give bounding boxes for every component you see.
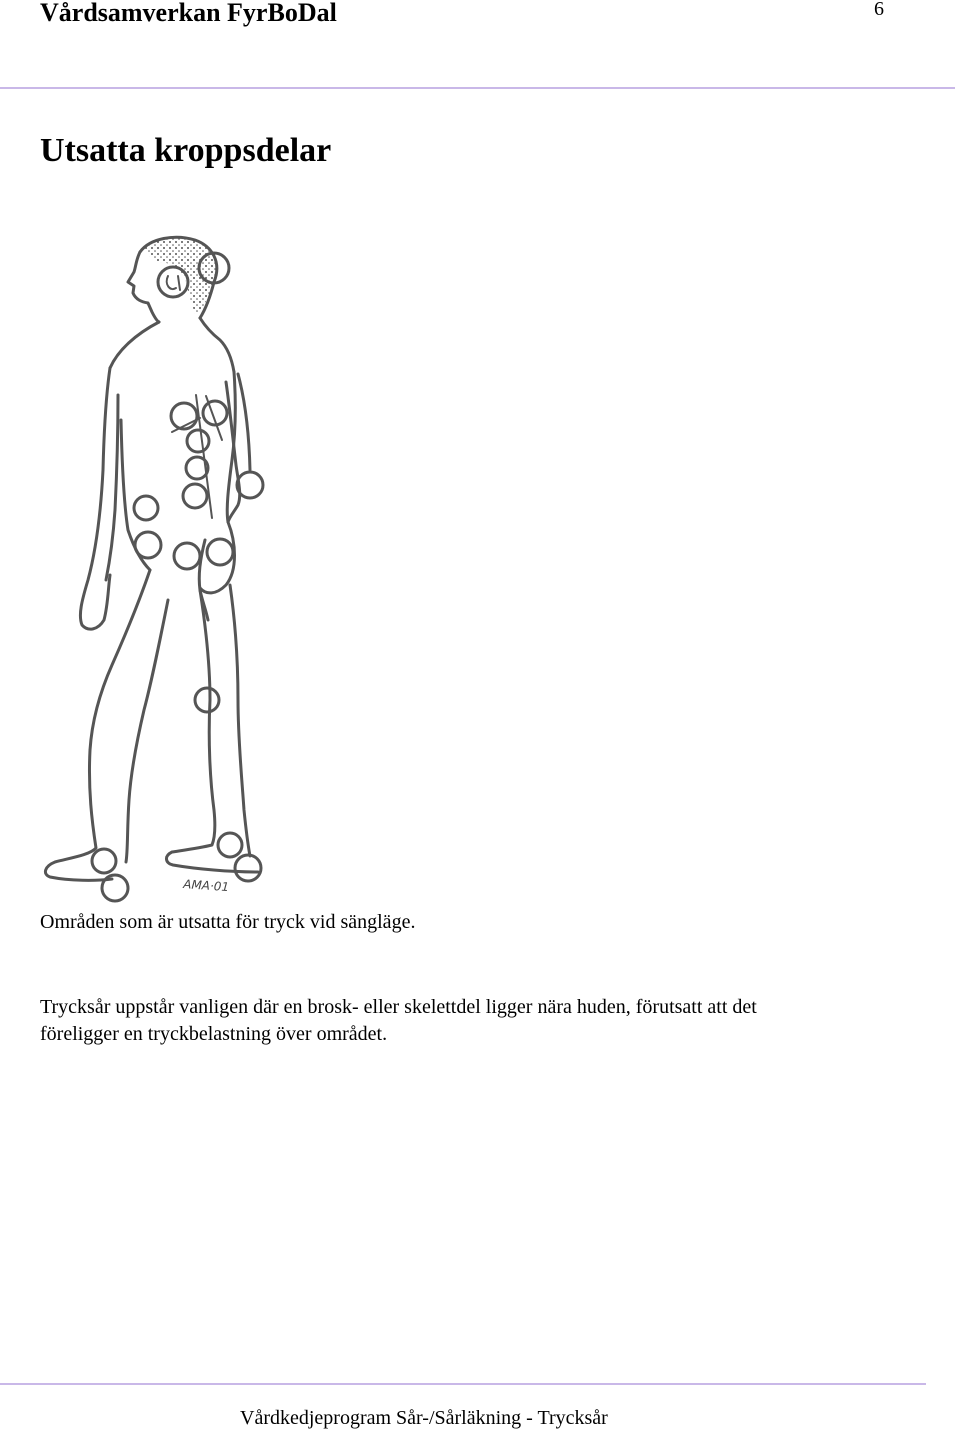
pressure-point-heel-front-lower [102, 875, 128, 901]
pressure-point-heel-back [235, 855, 261, 881]
pressure-point-ankle-back [218, 833, 242, 857]
back-leg-back [230, 585, 250, 856]
pressure-point-sacrum-left [174, 543, 200, 569]
paragraph-line: Trycksår uppstår vanligen där en brosk- eller skelettdel ligger nära huden, förutsatt att det [40, 996, 757, 1018]
front-leg-back [126, 600, 168, 862]
pressure-point-hip-lower [135, 532, 161, 558]
paragraph-line: föreligger en tryckbelastning över området. [40, 1023, 388, 1045]
body-paragraph [40, 994, 920, 1048]
pressure-point-spine-lower [183, 484, 207, 508]
front-arm-inner [106, 395, 118, 580]
front-leg-front [45, 570, 150, 880]
header-divider [0, 87, 955, 89]
pressure-point-heel-front-upper [92, 849, 116, 873]
ear-detail [167, 276, 180, 290]
document-header-title: Vårdsamverkan FyrBoDal [40, 0, 337, 27]
pressure-point-knee [195, 688, 219, 712]
figure-caption: Områden som är utsatta för tryck vid sängläge. [40, 911, 416, 933]
front-shoulder [110, 322, 159, 368]
back-neck-shoulder [200, 318, 234, 372]
pressure-point-spine-upper [187, 430, 209, 452]
pressure-point-hip-upper [134, 496, 158, 520]
document-footer: Vårdkedjeprogram Sår-/Sårläkning - Trycksår [240, 1407, 608, 1429]
face-profile [128, 252, 159, 322]
back-leg-front [166, 590, 258, 872]
pressure-point-ear [158, 267, 188, 297]
body-pressure-points-illustration [30, 225, 280, 915]
back-arm-outer [238, 374, 250, 470]
illustration-signature: AMA·01 [182, 877, 230, 895]
page-heading: Utsatta kroppsdelar [40, 132, 332, 169]
footer-divider [0, 1383, 926, 1385]
front-arm-outer [80, 368, 110, 629]
pressure-point-sacrum-right [207, 539, 233, 565]
pressure-point-elbow [237, 472, 263, 498]
page-number: 6 [874, 0, 884, 20]
